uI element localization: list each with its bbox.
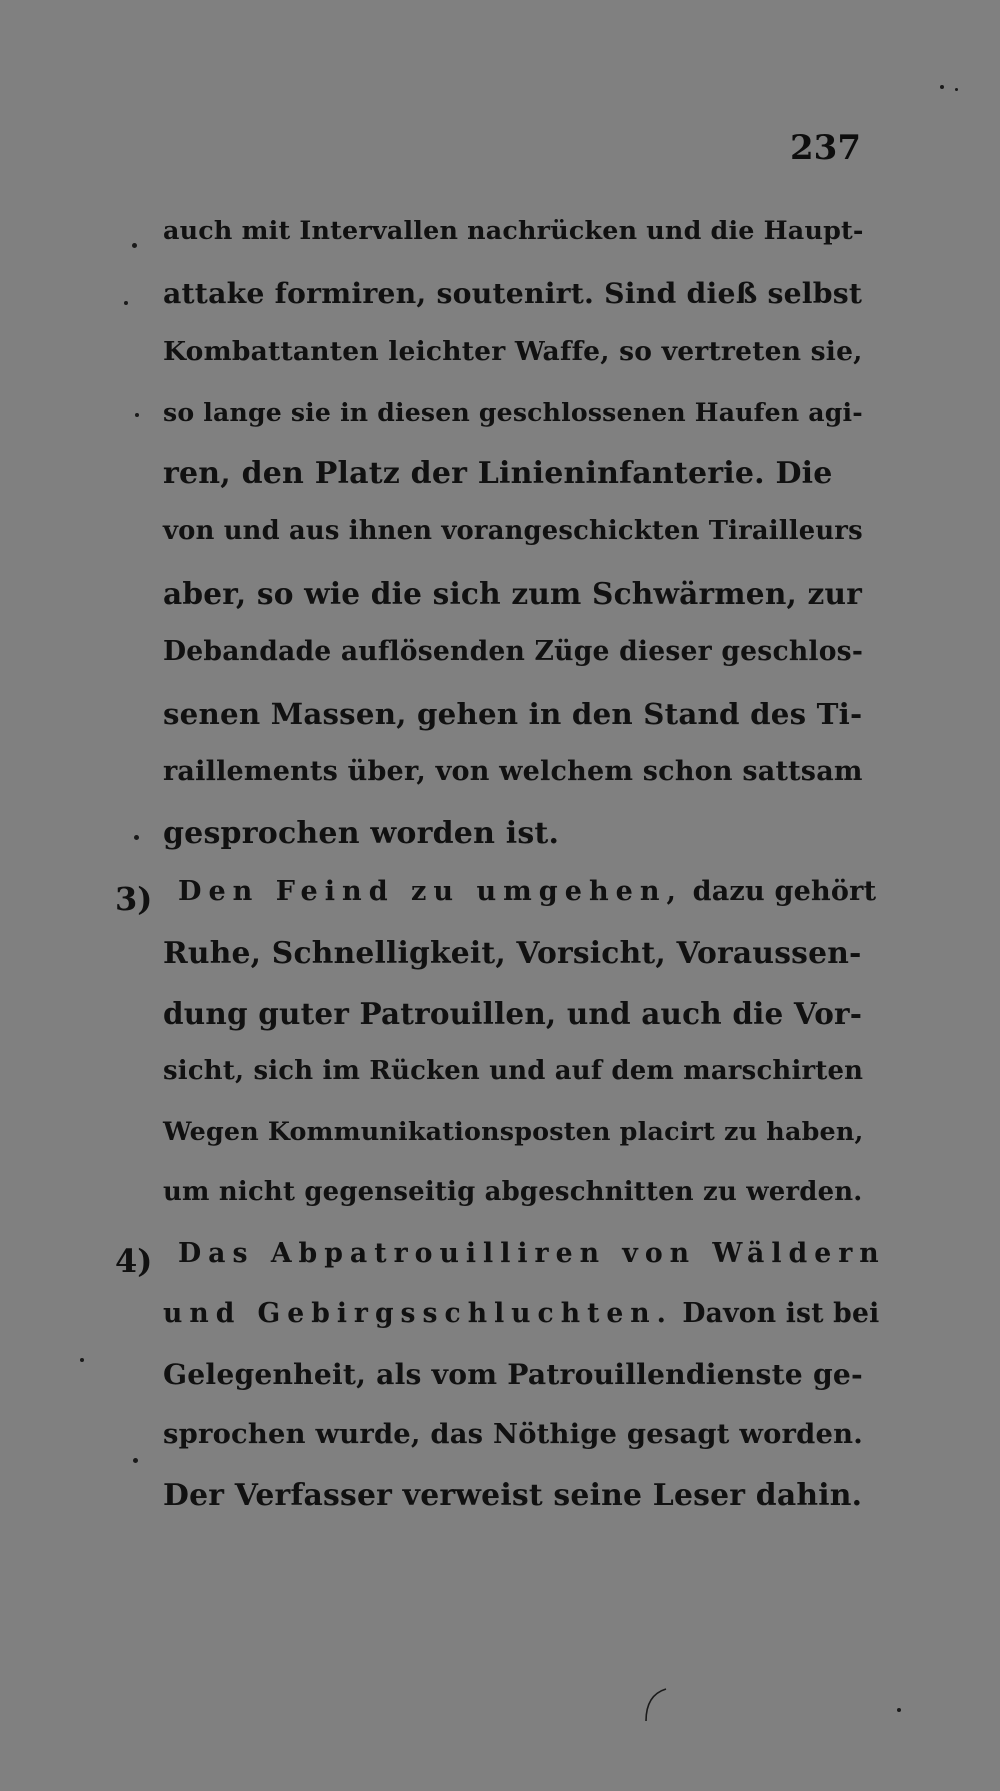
text-line: Ruhe, Schnelligkeit, Vorsicht, Voraussen- [163, 936, 862, 971]
text-line: gesprochen worden ist. [163, 816, 560, 851]
text-line: Wegen Kommunikationsposten placirt zu haben, [163, 1116, 864, 1146]
scan-speck [133, 1458, 138, 1463]
text-line: ren, den Platz der Linieninfanterie. Die [163, 456, 833, 491]
scan-mark [640, 1685, 670, 1725]
text-line: um nicht gegenseitig abgeschnitten zu werden. [163, 1177, 863, 1207]
item-heading: Das Abpatrouilliren von Wäldern [178, 1238, 886, 1269]
text-line: aber, so wie die sich zum Schwärmen, zur [163, 576, 862, 611]
text-line: senen Massen, gehen in den Stand des Ti- [163, 696, 863, 731]
text-line: raillements über, von welchem schon sattsam [163, 756, 863, 787]
item-heading: und Gebirgsschluchten. [163, 1298, 673, 1329]
text-line: so lange sie in diesen geschlossenen Haufen agi- [163, 397, 863, 427]
scan-speck [135, 413, 139, 417]
item-number: 4) [115, 1242, 153, 1280]
item-heading-line [178, 876, 876, 907]
text-line: Gelegenheit, als vom Patrouillendienste ge- [163, 1358, 863, 1391]
scan-speck [940, 85, 944, 89]
scan-speck [955, 88, 958, 91]
item-number: 3) [115, 880, 153, 918]
text-line: Der Verfasser verweist seine Leser dahin. [163, 1478, 863, 1513]
text-line: von und aus ihnen vorangeschickten Tirailleurs [163, 516, 863, 546]
scan-speck [134, 835, 139, 840]
text-line: dung guter Patrouillen, und auch die Vor- [163, 996, 863, 1031]
scan-speck [132, 243, 137, 248]
scan-speck [80, 1358, 84, 1362]
text-fragment: dazu gehört [692, 876, 877, 907]
text-line: Kombattanten leichter Waffe, so vertreten sie, [163, 336, 863, 367]
page-number: 237 [790, 128, 861, 168]
text-line: sprochen wurde, das Nöthige gesagt worden. [163, 1418, 863, 1450]
text-line: auch mit Intervallen nachrücken und die Haupt- [163, 215, 864, 245]
scan-speck [897, 1708, 901, 1712]
scan-speck [124, 301, 128, 305]
text-line: sicht, sich im Rücken und auf dem marschirten [163, 1056, 864, 1086]
item-heading: Den Feind zu umgehen, [178, 876, 683, 907]
text-line: Debandade auflösenden Züge dieser geschlos- [163, 636, 864, 667]
text-fragment: Davon ist bei [682, 1298, 880, 1329]
item-heading-line [178, 1238, 886, 1269]
text-line: attake formiren, soutenirt. Sind dieß selbst [163, 276, 863, 310]
item-heading-line [163, 1298, 879, 1329]
